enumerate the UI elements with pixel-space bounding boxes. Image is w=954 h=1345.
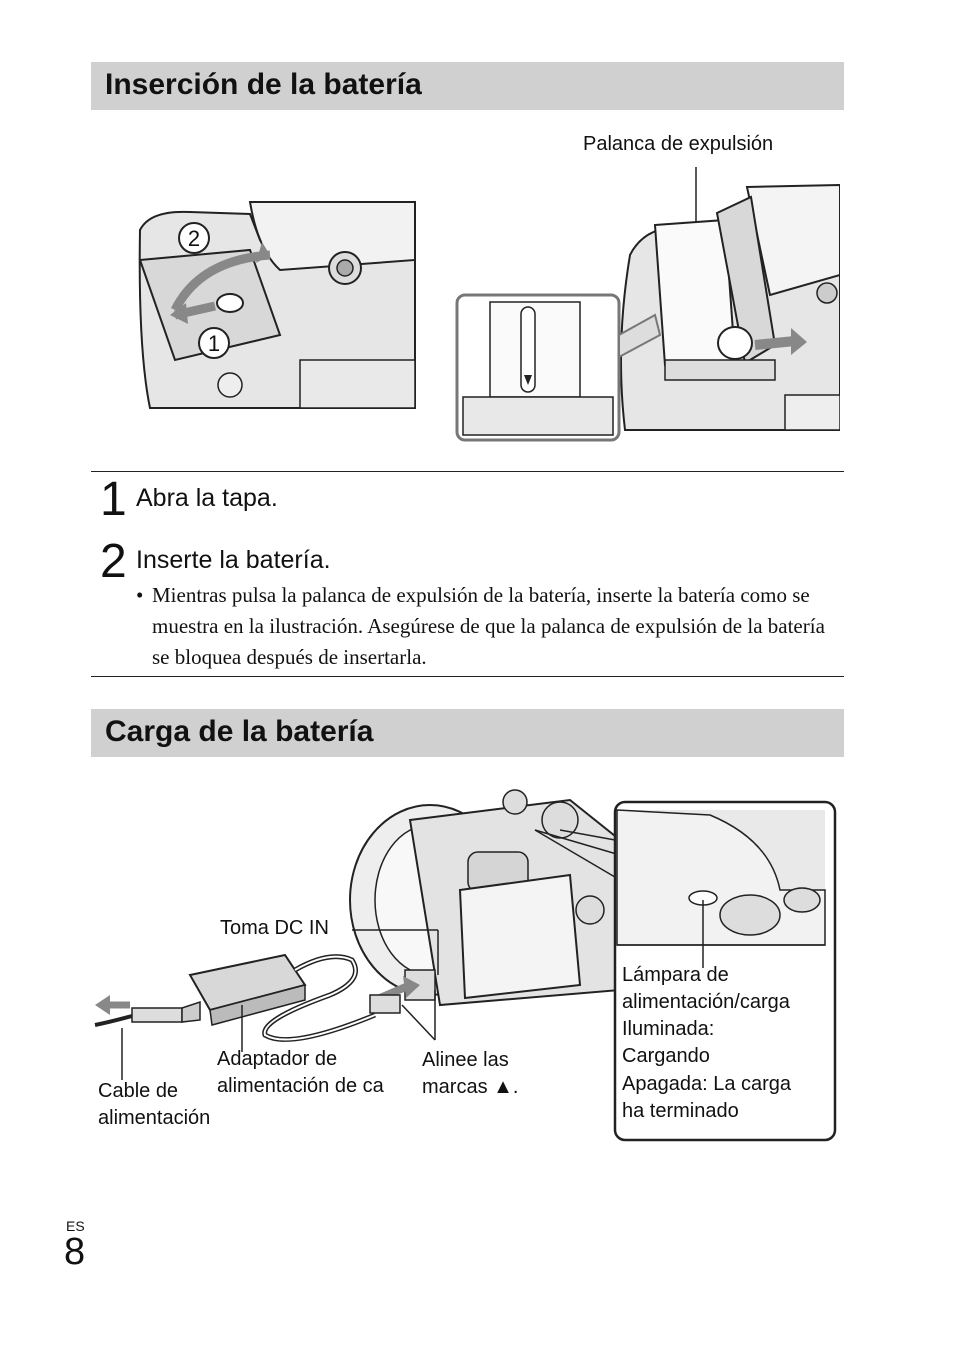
page-number: 8 — [64, 1231, 86, 1273]
lamp-line-3: Iluminada: — [622, 1018, 715, 1040]
label-cable-line2: alimentación — [98, 1107, 211, 1129]
label-align-line1: Alinee las — [422, 1049, 509, 1071]
bullet-text: Mientras pulsa la palanca de expulsión de la batería, inserte la batería como se muestra en la ilustración. Asegúrese de que la palanca de expulsión de la batería se bloquea después de insertarla. — [152, 583, 825, 669]
section-title-insert: Inserción de la batería — [105, 68, 422, 101]
step-2-note — [136, 580, 836, 673]
lamp-line-6: ha terminado — [622, 1100, 739, 1122]
section-header-charge — [91, 709, 844, 757]
step-number-2: 2 — [100, 535, 127, 588]
illustration-insert-battery — [455, 165, 840, 445]
callout-eject-lever: Palanca de expulsión — [583, 133, 774, 155]
lamp-line-2: alimentación/carga — [622, 991, 790, 1013]
step-text-1: Abra la tapa. — [136, 484, 278, 512]
label-dc-in: Toma DC IN — [220, 917, 329, 939]
lamp-line-5: Apagada: La carga — [622, 1073, 792, 1095]
rule-bottom — [91, 676, 844, 677]
bullet-symbol: • — [136, 583, 144, 607]
rule-top — [91, 471, 844, 472]
section-header-insert — [91, 62, 844, 110]
label-cable-line1: Cable de — [98, 1080, 179, 1102]
label-adapter-line2: alimentación de ca — [217, 1075, 384, 1097]
lamp-line-1: Lámpara de — [622, 964, 729, 986]
step-number-1: 1 — [100, 473, 127, 526]
illustration-open-cover — [130, 200, 420, 415]
step-marker-1: 1 — [207, 331, 221, 356]
step-marker-2: 2 — [187, 226, 201, 251]
label-adapter-line1: Adaptador de — [217, 1048, 338, 1070]
label-align-line2: marcas ▲. — [422, 1076, 519, 1098]
page-language: ES — [66, 1218, 85, 1234]
section-title-charge: Carga de la batería — [105, 715, 374, 748]
lamp-line-4: Cargando — [622, 1045, 710, 1067]
step-text-2: Inserte la batería. — [136, 546, 331, 574]
